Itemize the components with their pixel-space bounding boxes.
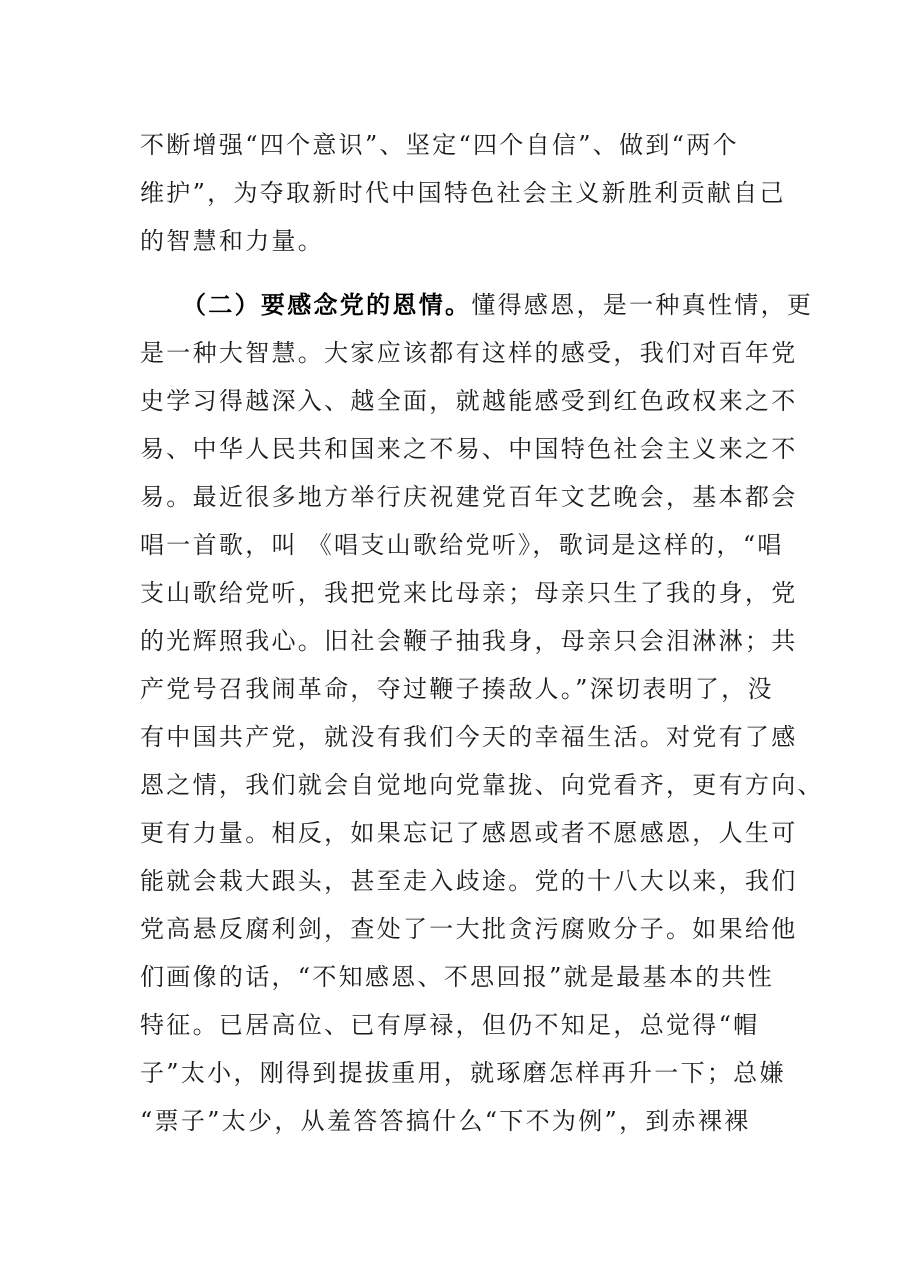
- text-line: 的智慧和力量。: [140, 227, 325, 255]
- text-line: 的光辉照我心。旧社会鞭子抽我身，母亲只会泪淋淋；共: [140, 627, 798, 655]
- text-line: 产党号召我闹革命，夺过鞭子揍敌人。”深切表明了，没: [140, 675, 774, 703]
- section-paragraph: [140, 281, 824, 1145]
- text-line: 易、中华人民共和国来之不易、中国特色社会主义来之不: [140, 435, 798, 463]
- text-line: 是一种大智慧。大家应该都有这样的感受，我们对百年党: [140, 339, 798, 367]
- text-fragment: 懂得感恩，是一种真性情，更: [471, 291, 814, 319]
- text-line: 恩之情，我们就会自觉地向党靠拢、向党看齐，更有方向、: [140, 771, 824, 799]
- text-line: 特征。已居高位、已有厚禄，但仍不知足，总觉得“帽: [140, 1011, 760, 1039]
- text-line: “票子”太少，从羞答答搞什么“下不为例”，到赤裸裸: [140, 1107, 751, 1135]
- text-line: 史学习得越深入、越全面，就越能感受到红色政权来之不: [140, 387, 798, 415]
- text-line: 唱一首歌，叫 《唱支山歌给党听》，歌词是这样的，“唱: [140, 531, 784, 559]
- text-line: 维护”，为夺取新时代中国特色社会主义新胜利贡献自己: [140, 179, 786, 207]
- text-line: 子”太小，刚得到提拔重用，就琢磨怎样再升一下；总嫌: [140, 1059, 786, 1087]
- paragraph-continuation: [140, 121, 786, 265]
- text-line: 更有力量。相反，如果忘记了感恩或者不愿感恩，人生可: [140, 819, 798, 847]
- text-line: 支山歌给党听，我把党来比母亲；母亲只生了我的身，党: [140, 579, 798, 607]
- text-line: 有中国共产党，就没有我们今天的幸福生活。对党有了感: [140, 723, 798, 751]
- section-first-line: [140, 281, 814, 329]
- text-line: 能就会栽大跟头，甚至走入歧途。党的十八大以来，我们: [140, 867, 798, 895]
- text-line: 不断增强“四个意识”、坚定“四个自信”、做到“两个: [140, 131, 739, 159]
- text-line: 党高悬反腐利剑，查处了一大批贪污腐败分子。如果给他: [140, 915, 798, 943]
- section-heading: （二）要感念党的恩情。: [182, 291, 472, 319]
- text-line: 们画像的话，“不知感恩、不思回报”就是最基本的共性: [140, 963, 775, 991]
- text-line: 易。最近很多地方举行庆祝建党百年文艺晚会，基本都会: [140, 483, 798, 511]
